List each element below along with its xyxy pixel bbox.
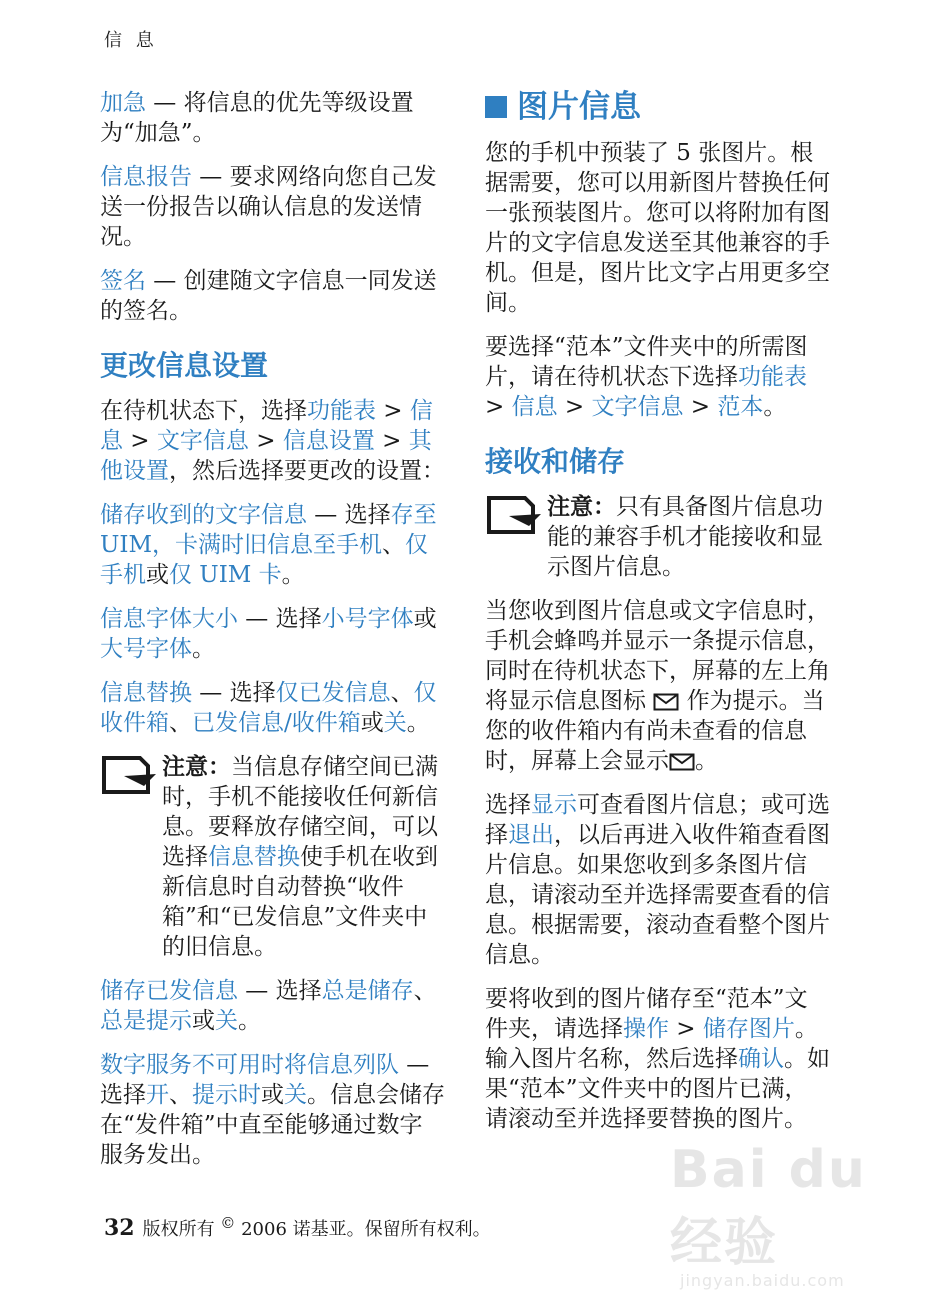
setting-font-size: 信息字体大小 — 选择小号字体或大号字体。 [100, 606, 437, 662]
term: 信息报告 [100, 164, 192, 190]
standby-instructions: 在待机状态下，选择功能表 > 信息 > 文字信息 > 信息设置 > 其他设置，然后选择要更改的设置： [100, 398, 445, 484]
change-settings-heading: 更改信息设置 [100, 349, 269, 382]
watermark-url: jingyan.baidu.com [680, 1271, 845, 1290]
square-bullet-icon [485, 96, 507, 118]
setting-replace: 信息替换 — 选择仅已发信息、仅收件箱、已发信息/收件箱或关。 [100, 680, 437, 736]
template-instructions: 要选择“范本”文件夹中的所需图片，请在待机状态下选择功能表 > 信息 > 文字信息 > 范本。 [485, 334, 808, 420]
setting-store-received: 储存收到的文字信息 — 选择存至 UIM，卡满时旧信息至手机、仅手机或仅 UIM 卡。 [100, 502, 437, 588]
left-column [100, 88, 445, 1184]
note-text: 注意：只有具备图片信息功能的兼容手机才能接收和显示图片信息。 [547, 494, 823, 580]
setting-urgent: 加急 — 将信息的优先等级设置为“加急”。 [100, 90, 414, 146]
term: 加急 [100, 90, 146, 116]
setting-signature: 签名 — 创建随文字信息一同发送的签名。 [100, 268, 437, 324]
picture-intro: 您的手机中预装了 5 张图片。根据需要，您可以用新图片替换任何一张预装图片。您可以将附加有图片的文字信息发送至其他兼容的手机。但是，图片比文字占用更多空间。 [485, 140, 830, 316]
view-instructions: 选择显示可查看图片信息；或可选择退出，以后再进入收件箱查看图片信息。如果您收到多条图片信息，请滚动至并选择需要查看的信息。根据需要，滚动查看整个图片信息。 [485, 792, 830, 968]
note-icon [485, 492, 547, 540]
save-instructions: 要将收到的图片储存至“范本”文件夹，请选择操作 > 储存图片。输入图片名称，然后选择确认。如果“范本”文件夹中的图片已满，请滚动至并选择要替换的图片。 [485, 986, 830, 1132]
setting-report: 信息报告 — 要求网络向您自己发送一份报告以确认信息的发送情况。 [100, 164, 437, 250]
watermark-logo: Bai du 经验 [670, 1140, 867, 1273]
note-text: 注意：当信息存储空间已满时，手机不能接收任何新信息。要释放存储空间，可以选择信息替换使手机在收到新信息时自动替换“收件箱”和“已发信息”文件夹中的旧信息。 [162, 754, 438, 960]
receive-store-heading: 接收和储存 [485, 445, 626, 478]
watermark [670, 1140, 926, 1290]
envelope-icon [653, 693, 679, 711]
note-compatible [485, 492, 830, 582]
right-column [485, 88, 830, 1148]
note-storage-full [100, 752, 445, 962]
picture-messages-heading: 图片信息 [485, 88, 830, 126]
receive-description: 当您收到图片信息或文字信息时，手机会蜂鸣并显示一条提示信息，同时在待机状态下，屏幕的左上角将显示信息图标 作为提示。当您的收件箱内有尚未查看的信息时，屏幕上会显示 。 [485, 598, 830, 774]
note-icon [100, 752, 162, 800]
page-footer: 32 版权所有 © 2006 诺基亚。保留所有权利。 [104, 1214, 491, 1241]
setting-store-sent: 储存已发信息 — 选择总是储存、总是提示或关。 [100, 978, 437, 1034]
envelope-icon [669, 753, 695, 771]
section-header: 信 息 [104, 30, 158, 51]
setting-queue: 数字服务不可用时将信息列队 — 选择开、提示时或关。信息会储存在“发件箱”中直至能够通过数字服务发出。 [100, 1052, 445, 1168]
page-number: 32 [104, 1215, 135, 1241]
term: 签名 [100, 268, 146, 294]
